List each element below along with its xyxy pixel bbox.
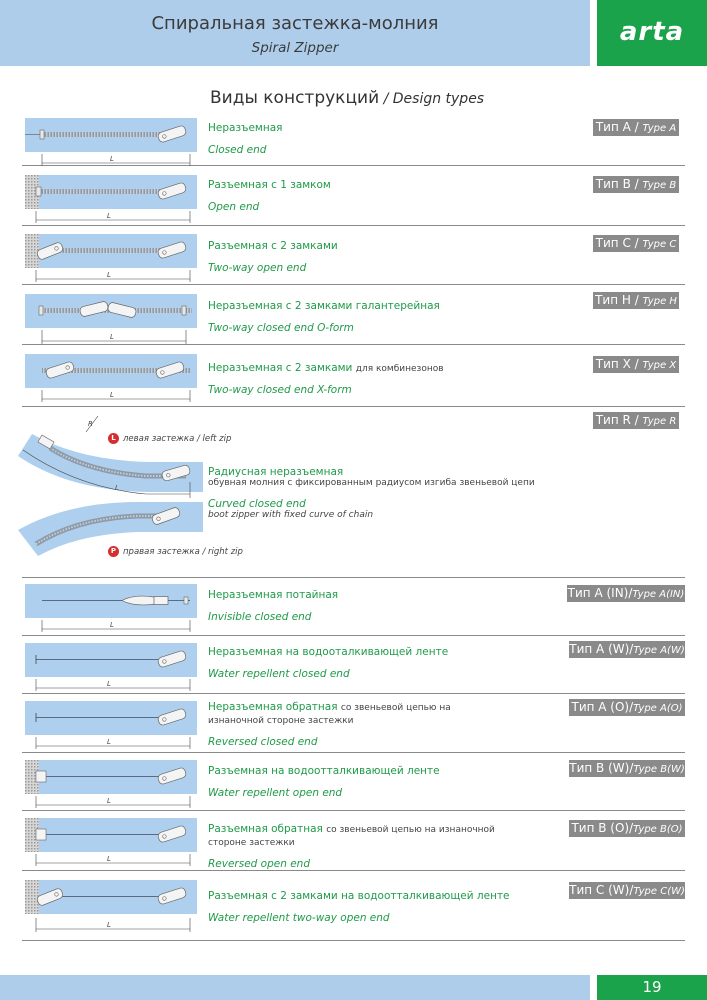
row-description: [208, 890, 538, 924]
row-description: [208, 589, 538, 623]
divider: [22, 406, 685, 407]
row-name-en: Two-way closed end X-form: [208, 384, 352, 396]
row-description: [208, 765, 538, 799]
type-badge: Тип B / Type B: [593, 176, 679, 193]
dimension-label: L: [107, 921, 111, 929]
zipper-diagram-type-x: [22, 354, 202, 404]
radius-label: R: [88, 420, 93, 428]
dimension-label: L: [107, 271, 111, 279]
zipper-diagram-type-a-o: [22, 701, 202, 751]
section-title-ru: Виды конструкций: [210, 88, 380, 108]
row-name-en: Two-way open end: [208, 262, 307, 274]
left-zip-marker: L: [108, 433, 119, 444]
dimension-label: L: [110, 333, 114, 341]
divider: [22, 225, 685, 226]
row-name-en: Reversed closed end: [208, 736, 318, 748]
type-badge: Тип C (W)/Type C(W): [569, 883, 685, 897]
dimension-label: L: [110, 155, 114, 163]
divider: [22, 940, 685, 941]
dimension-label: L: [110, 621, 114, 629]
row-description: Неразъемная с 2 замками для комбинезонов Two-way closed end X-form: [208, 362, 538, 396]
divider: [22, 635, 685, 636]
page-number-box: [597, 975, 707, 1000]
row-description: [208, 300, 538, 334]
row-name-en: Reversed open end: [208, 858, 311, 870]
row-name-en: Two-way closed end O-form: [208, 322, 354, 334]
row-description: [208, 240, 538, 274]
zipper-diagram-type-a: [22, 118, 202, 168]
dimension-label: L: [107, 212, 111, 220]
row-name-en: Invisible closed end: [208, 611, 312, 623]
page-number: 19: [642, 978, 662, 996]
dimension-label: L: [115, 484, 119, 492]
row-name-ru: Неразъемная на водооталкивающей ленте: [208, 646, 449, 658]
row-name-ru: Радиусная неразъемная: [208, 466, 344, 478]
divider: [22, 870, 685, 871]
page-title: Спиральная застежка-молния: [151, 13, 439, 34]
dimension-label: L: [110, 391, 114, 399]
footer-band: [0, 975, 590, 1000]
zipper-diagram-type-c-w: [22, 880, 202, 936]
page-subtitle: Spiral Zipper: [251, 40, 339, 56]
row-name-ru: Разъемная с 1 замком: [208, 179, 331, 191]
type-badge: Тип H / Type H: [593, 292, 679, 309]
right-zip-marker: P: [108, 546, 119, 557]
row-name-en: Water repellent open end: [208, 787, 343, 799]
section-title-separator: /: [379, 91, 393, 107]
row-subtitle-ru: обувная молния с фиксированным радиусом изгиба звеньевой цепи: [208, 478, 535, 488]
divider: [22, 810, 685, 811]
row-description: [208, 646, 538, 680]
row-name-ru: Разъемная с 2 замками на водоотталкивающей ленте: [208, 890, 510, 902]
type-badge: Тип B (W)/Type B(W): [569, 761, 685, 775]
row-description: [208, 122, 538, 156]
type-badge: Тип A (W)/Type A(W): [569, 642, 685, 656]
zipper-diagram-type-c: [22, 234, 202, 284]
zipper-diagram-type-a-in: [22, 584, 202, 634]
zipper-diagram-type-b-o: [22, 818, 202, 868]
type-badge: Тип C / Type C: [593, 235, 679, 252]
zipper-diagram-type-a-w: [22, 643, 202, 693]
divider: [22, 577, 685, 578]
dimension-label: L: [107, 797, 111, 805]
type-badge: Тип A / Type A: [593, 119, 679, 136]
type-badge: Тип B (O)/Type B(O): [569, 820, 685, 837]
row-name-en: Open end: [208, 201, 260, 213]
left-zip-label: L левая застежка / left zip: [108, 433, 231, 444]
type-badge: Тип R / Type R: [593, 412, 679, 429]
row-name-ru: Неразъемная с 2 замками: [208, 362, 353, 374]
divider: [22, 693, 685, 694]
row-name-ru: Неразъемная с 2 замками галантерейная: [208, 300, 440, 312]
zipper-diagram-type-h: [22, 294, 202, 346]
row-name-en: Curved closed end: [208, 498, 306, 510]
right-zip-label: P правая застежка / right zip: [108, 546, 243, 557]
row-name-ru: Неразъемная: [208, 122, 283, 134]
section-title-en: Design types: [392, 91, 485, 107]
row-description: Неразъемная обратная со звеньевой цепью на изнаночной стороне застежки Reversed closed end: [208, 701, 508, 748]
dimension-label: L: [107, 738, 111, 746]
brand-logo-box: [597, 0, 707, 66]
row-name-ru: Неразъемная потайная: [208, 589, 339, 601]
section-title: [210, 88, 484, 108]
divider: [22, 752, 685, 753]
row-name-ru: Разъемная на водоотталкивающей ленте: [208, 765, 440, 777]
row-name-ru: Неразъемная обратная: [208, 701, 338, 713]
row-name-en: Water repellent closed end: [208, 668, 350, 680]
zipper-diagram-type-b: [22, 175, 202, 225]
type-badge: Тип A (O)/Type A(O): [569, 699, 685, 716]
row-name-ru: Разъемная с 2 замками: [208, 240, 338, 252]
row-name-en: Water repellent two-way open end: [208, 912, 390, 924]
divider: [22, 284, 685, 285]
zipper-diagram-type-b-w: [22, 760, 202, 810]
dimension-label: L: [107, 855, 111, 863]
row-description: [208, 466, 548, 521]
type-badge: Тип X / Type X: [593, 356, 679, 373]
row-description: Разъемная обратная со звеньевой цепью на изнаночной стороне застежки Reversed open end: [208, 823, 508, 870]
row-name-en: Closed end: [208, 144, 267, 156]
type-badge: Тип A (IN)/Type A(IN): [567, 586, 685, 600]
row-description: [208, 179, 538, 213]
row-name-ru: Разъемная обратная: [208, 823, 323, 835]
dimension-label: L: [107, 680, 111, 688]
row-subtitle-en: boot zipper with fixed curve of chain: [208, 510, 374, 520]
brand-logo: arta: [619, 17, 685, 47]
